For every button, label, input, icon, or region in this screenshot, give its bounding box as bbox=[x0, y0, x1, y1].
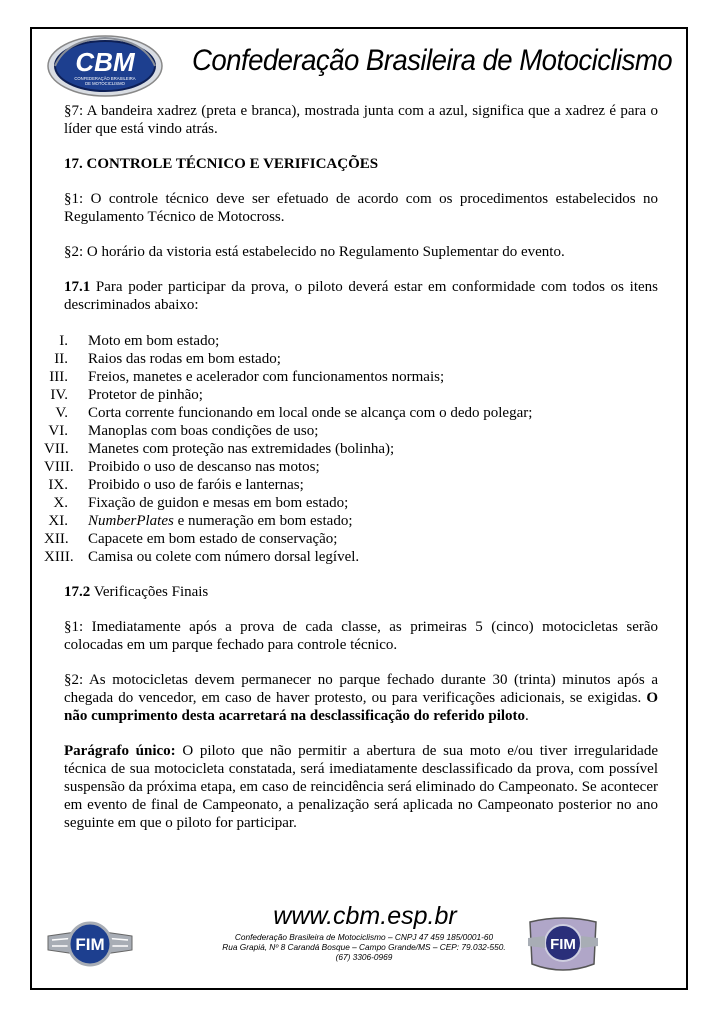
subsection-label-17-2: 17.2 bbox=[64, 584, 91, 600]
penalty-warning: O não cumprimento desta acarretará na desclassificação do referido piloto bbox=[64, 690, 658, 724]
list-item: IV. Protetor de pinhão; bbox=[50, 387, 203, 403]
list-item: II. Raios das rodas em bom estado; bbox=[54, 351, 281, 367]
list-item: I. Moto em bom estado; bbox=[59, 333, 220, 349]
subsection-title-17-2: Verificações Finais bbox=[90, 584, 209, 600]
svg-text:DE MOTOCICLISMO: DE MOTOCICLISMO bbox=[85, 81, 125, 86]
subsection-label-17-1: 17.1 bbox=[64, 279, 91, 295]
list-item: V. Corta corrente funcionando em local onde se alcança com o dedo polegar; bbox=[55, 405, 533, 421]
list-item: IX. Proibido o uso de faróis e lanternas; bbox=[48, 477, 304, 493]
organization-title: Confederação Brasileira de Motociclismo bbox=[192, 44, 673, 77]
footer-contact: Confederação Brasileira de Motociclismo – CNPJ 47 459 185/0001-60 Rua Grapiá, Nº 8 Carandá Bosque – Campo Grande/MS – CEP: 79.032-550. (67) 3306-0969 bbox=[222, 932, 506, 962]
list-item: XII. Capacete em bom estado de conservação; bbox=[44, 531, 338, 547]
paragraph-7: §7: A bandeira xadrez (preta e branca), mostrada junta com a azul, significa que a xadrez é para o líder que está vindo atrás. bbox=[64, 103, 658, 137]
paragraph-s1: §1: O controle técnico deve ser efetuado de acordo com os procedimentos estabelecidos no Regulamento Técnico de Motocross. bbox=[64, 191, 658, 225]
paragraph-17-1 bbox=[64, 278, 658, 314]
svg-text:FIM: FIM bbox=[75, 935, 105, 954]
svg-text:CONFEDERAÇÃO BRASILEIRA: CONFEDERAÇÃO BRASILEIRA bbox=[74, 76, 136, 81]
list-item: XIII. Camisa ou colete com número dorsal legível. bbox=[44, 549, 360, 565]
paragraph-f2: §2: As motocicletas devem permanecer no parque fechado durante 30 (trinta) minutos após a chegada do vencedor, em caso de haver protesto, ou para verificações adicionais, se exigidas. O não cumprimento desta acarretará na desclassificação do referido piloto. bbox=[64, 672, 658, 724]
list-item: VII. Manetes com proteção nas extremidades (bolinha); bbox=[44, 441, 395, 457]
fim-logo-right bbox=[524, 914, 602, 976]
subsection-text-17-1: Para poder participar da prova, o piloto deverá estar em conformidade com todos os itens descriminados abaixo: bbox=[64, 279, 658, 313]
paragraph-f1: §1: Imediatamente após a prova de cada classe, as primeiras 5 (cinco) motocicletas serão colocadas em um parque fechado para controle técnico. bbox=[64, 619, 658, 653]
section-heading: 17. CONTROLE TÉCNICO E VERIFICAÇÕES bbox=[64, 156, 379, 172]
svg-text:FIM: FIM bbox=[550, 936, 576, 953]
list-item: VIII. Proibido o uso de descanso nas motos; bbox=[44, 459, 320, 475]
list-item: X. Fixação de guidon e mesas em bom estado; bbox=[53, 495, 349, 511]
website-url[interactable]: www.cbm.esp.br bbox=[273, 902, 457, 930]
svg-text:CBM: CBM bbox=[75, 47, 135, 77]
list-item: VI. Manoplas com boas condições de uso; bbox=[48, 423, 319, 439]
paragraph-unico-label: Parágrafo único: bbox=[64, 743, 176, 759]
document-body bbox=[44, 102, 658, 832]
list-item: III. Freios, manetes e acelerador com funcionamentos normais; bbox=[49, 369, 445, 385]
paragraph-unico: Parágrafo único: O piloto que não permitir a abertura de sua moto e/ou tiver irregularidade técnica de sua motocicleta constatada, será imediatamente desclassificado da prova, com possível suspensão da próxima etapa, em caso de reincidência será eliminado do Campeonato. Se acontecer em evento de final de Campeonato, a penalização será aplicada no Campeonato posterior no ano seguinte em que o piloto for participar. bbox=[64, 743, 658, 831]
subsection-17-2 bbox=[64, 583, 658, 601]
cbm-logo bbox=[46, 34, 164, 98]
fim-logo-left bbox=[46, 918, 134, 970]
requirements-list bbox=[44, 332, 658, 566]
paragraph-s2: §2: O horário da vistoria está estabelecido no Regulamento Suplementar do evento. bbox=[64, 244, 565, 260]
list-item: XI. NumberPlates e numeração em bom estado; bbox=[48, 513, 353, 529]
